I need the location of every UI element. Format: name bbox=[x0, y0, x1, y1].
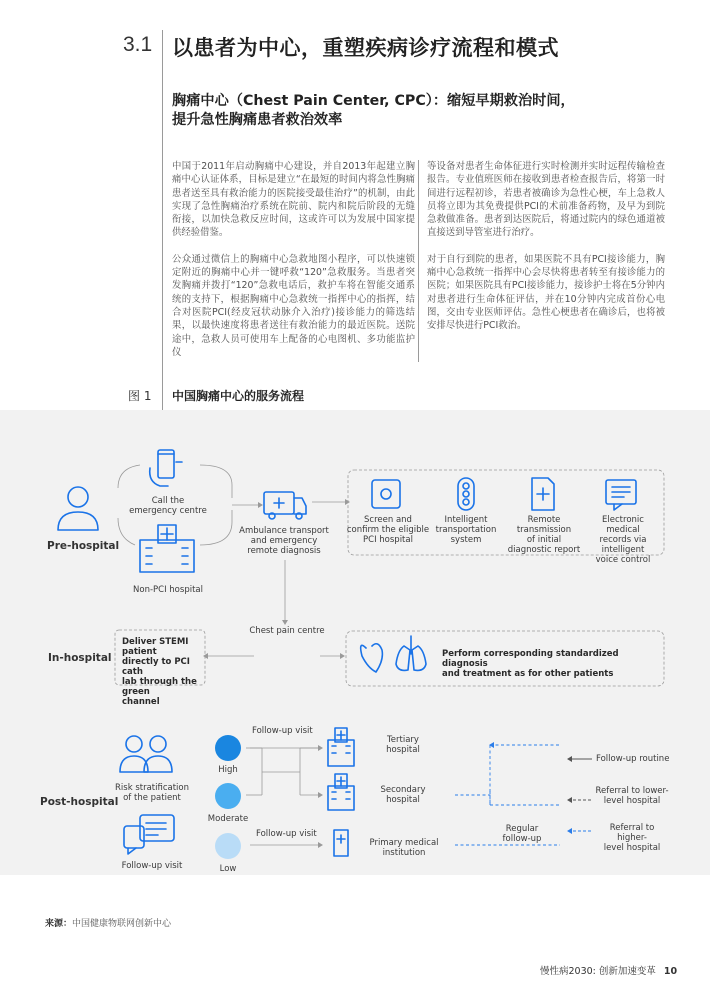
figure-label: 图 1 bbox=[128, 389, 152, 403]
heart-icon bbox=[361, 644, 383, 672]
section-divider bbox=[162, 30, 163, 410]
moderate-label: Moderate bbox=[207, 814, 249, 824]
hospital-icon bbox=[140, 525, 194, 572]
phase-pre-hospital: Pre-hospital bbox=[47, 540, 120, 552]
chest-pain-centre-label: Chest pain centre bbox=[249, 626, 325, 636]
report-icon bbox=[532, 478, 554, 510]
risk-label: Risk stratification of the patient bbox=[115, 783, 189, 803]
fv-top-label: Follow-up visit bbox=[252, 726, 313, 736]
nonpci-label: Non-PCI hospital bbox=[133, 585, 203, 595]
legend-lower: Referral to lower- level hospital bbox=[595, 786, 669, 806]
secondary-label: Secondary hospital bbox=[380, 785, 426, 805]
section-number: 3.1 bbox=[123, 33, 153, 56]
primary-label: Primary medical institution bbox=[369, 838, 439, 858]
legend-routine: Follow-up routine bbox=[596, 754, 670, 764]
section-title: 以患者为中心，重塑疾病诊疗流程和模式 bbox=[172, 36, 559, 60]
subtitle-line: 胸痛中心（Chest Pain Center, CPC）：缩短早期救治时间， bbox=[172, 93, 575, 109]
page-footer bbox=[540, 963, 677, 977]
figure-title: 中国胸痛中心的服务流程 bbox=[172, 389, 305, 403]
risk-moderate-dot bbox=[215, 783, 241, 809]
connector-person-nonpci bbox=[118, 518, 135, 545]
fv-bottom-label: Follow-up visit bbox=[256, 829, 317, 839]
primary-institution-icon bbox=[334, 830, 348, 856]
remote-transmission-label: Remote transmission of initial diagnostic report bbox=[507, 515, 581, 555]
follow-up-visit-label: Follow-up visit bbox=[121, 861, 183, 871]
footer-title: 慢性病2030: 创新加速变革 bbox=[540, 966, 656, 977]
column-divider bbox=[418, 160, 419, 362]
screen-icon bbox=[372, 480, 400, 508]
legend-higher: Referral to higher- level hospital bbox=[603, 823, 661, 853]
screen-label: Screen and confirm the eligible PCI hospital bbox=[346, 515, 430, 545]
connector-person-call bbox=[118, 465, 140, 488]
regular-followup-label: Regular follow-up bbox=[502, 824, 542, 844]
phase-in-hospital: In-hospital bbox=[48, 652, 112, 664]
source-label: 来源： bbox=[45, 919, 73, 929]
traffic-light-icon bbox=[458, 478, 474, 510]
page-number: 10 bbox=[663, 966, 678, 977]
person-icon bbox=[58, 487, 98, 530]
subtitle-line: 提升急性胸痛患者救治效率 bbox=[172, 112, 343, 128]
risk-high-dot bbox=[215, 735, 241, 761]
other-patients-label: Perform corresponding standardized diagnosis and treatment as for other patients bbox=[442, 649, 619, 679]
source-text: 中国健康物联网创新中心 bbox=[72, 919, 172, 929]
records-icon bbox=[606, 480, 636, 510]
high-label: High bbox=[218, 765, 238, 775]
emr-label: Electronic medical records via intelligent voice control bbox=[595, 515, 651, 565]
body-column-right bbox=[427, 160, 665, 346]
call-label: Call the emergency centre bbox=[129, 496, 207, 516]
intelligent-transport-label: Intelligent transportation system bbox=[435, 515, 497, 545]
paragraph: 对于自行到院的患者，如果医院不具有PCI接诊能力，胸痛中心急救统一指挥中心会尽快将患者转至有接诊能力的医院；如果医院具有PCI接诊能力，接诊护士将在5分钟内对患者进行生命体征评估，并在10分钟内完成首份心电图，交由专业医师评估。急性心梗患者在确诊后，也将被安排尽快进行PCI救治。 bbox=[427, 253, 665, 332]
lungs-icon bbox=[396, 636, 426, 670]
paragraph: 中国于2011年启动胸痛中心建设，并自2013年起建立胸痛中心认证体系，目标是建立“在最短的时间内将急性胸痛患者送至具有救治能力的医院接受最佳治疗”的机制，由此实现了急性胸痛治疗系统在院前、院内和院后阶段的无缝衔接，以加快急救反应时间，这或许可以为发展中国家提供经验借鉴。 bbox=[172, 161, 415, 239]
secondary-hospital-icon bbox=[328, 774, 354, 810]
chat-icon bbox=[124, 815, 174, 854]
connector-call-ambulance bbox=[200, 465, 232, 498]
ambulance-label: Ambulance transport and emergency remote diagnosis bbox=[239, 526, 329, 556]
stemi-label: Deliver STEMI patient directly to PCI cath lab through the green channel bbox=[122, 637, 197, 707]
body-column-left bbox=[172, 160, 415, 372]
tertiary-hospital-icon bbox=[328, 728, 354, 766]
paragraph: 公众通过微信上的胸痛中心急救地图小程序，可以快速锁定附近的胸痛中心并一键呼救“120”急救服务。当患者突发胸痛并拨打“120”急救电话后，救护车将在智能交通系统的支持下，根据胸痛中心急救统一指挥中心的指挥，结合对医院PCI(经皮冠状动脉介入治疗)接诊能力的筛选结果，以最快速度将患者送往有救治能力的最近医院。送院途中，急救人员可使用车上配备的心电图机、多功能监护仪 bbox=[172, 253, 415, 358]
people-group-icon bbox=[120, 736, 172, 772]
phone-icon bbox=[150, 450, 182, 486]
phase-post-hospital: Post-hospital bbox=[40, 796, 119, 808]
article-section bbox=[0, 0, 710, 410]
tertiary-label: Tertiary hospital bbox=[386, 735, 420, 755]
source-note bbox=[45, 916, 171, 929]
paragraph: 等设备对患者生命体征进行实时检测并实时远程传输检查报告。专业值班医师在接收到患者检查报告后，将第一时间进行远程初诊，若患者被确诊为急性心梗，车上急救人员将立即为其免费提供PCI的术前准备药物，及早为到院急救做准备。患者到达医院后，将通过院内的绿色通道被直接送到导管室进行治疗。 bbox=[427, 161, 665, 239]
section-subtitle bbox=[172, 92, 652, 130]
service-flow-diagram bbox=[0, 410, 710, 875]
risk-low-dot bbox=[215, 833, 241, 859]
low-label: Low bbox=[219, 864, 237, 874]
ambulance-icon bbox=[264, 492, 306, 519]
